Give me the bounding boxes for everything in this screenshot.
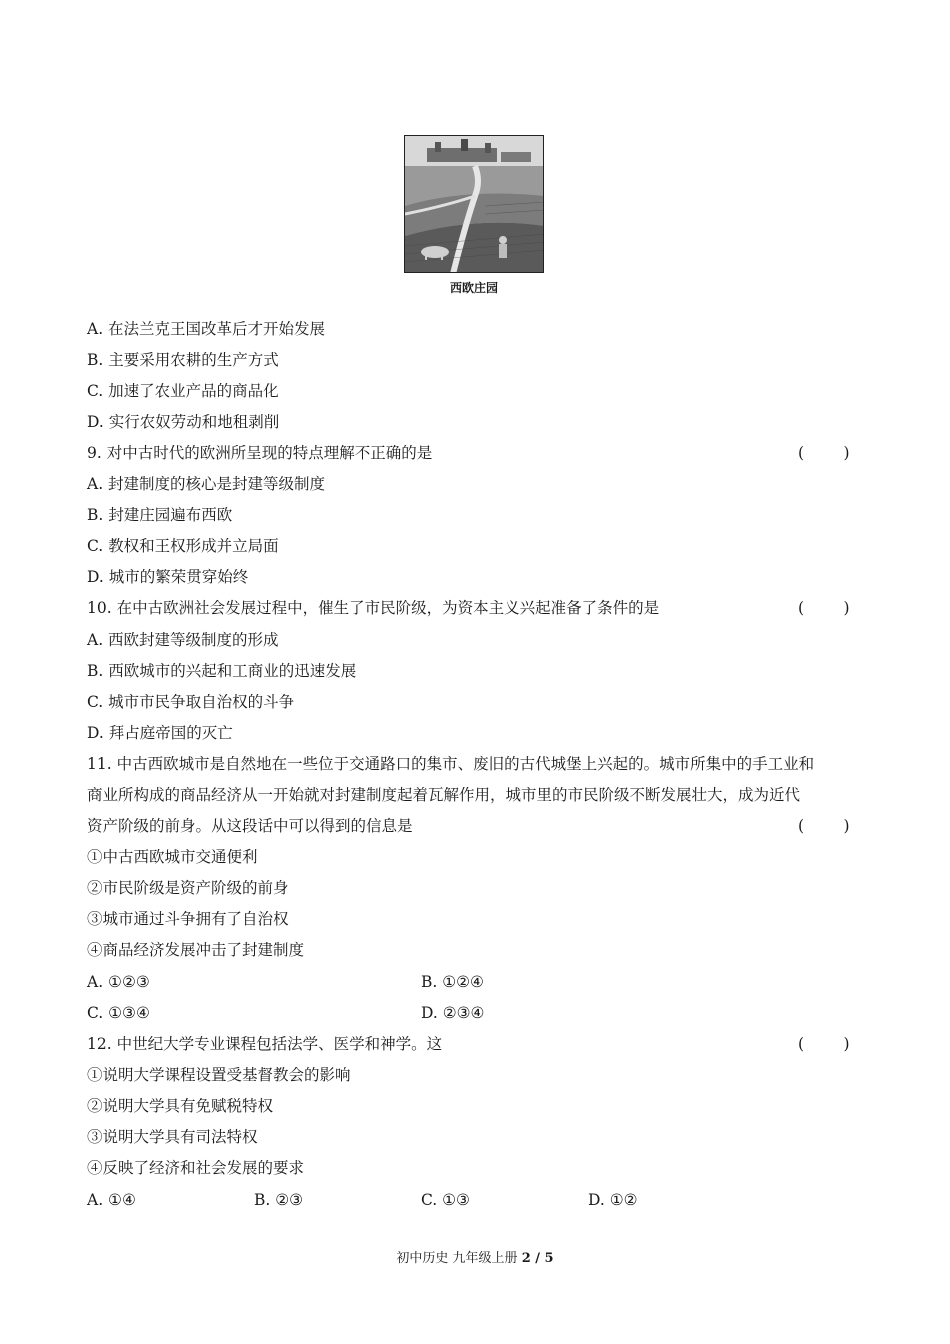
q9-option-c: C. 教权和王权形成并立局面 — [87, 537, 279, 555]
page-number: 2 / 5 — [521, 1251, 554, 1266]
q9-option-a: A. 封建制度的核心是封建等级制度 — [87, 475, 326, 493]
q9-stem: 9. 对中古时代的欧洲所呈现的特点理解不正确的是 — [87, 444, 433, 462]
q11-item-2: ②市民阶级是资产阶级的前身 — [87, 879, 289, 897]
q11-stem-line-1: 11. 中古西欧城市是自然地在一些位于交通路口的集市、废旧的古代城堡上兴起的。城市所集中的手工业和 — [87, 755, 815, 773]
q9-option-d: D. 城市的繁荣贯穿始终 — [87, 568, 249, 586]
page-footer — [0, 1247, 950, 1266]
q12-option-d: D. ①② — [588, 1191, 638, 1209]
q8-option-c: C. 加速了农业产品的商品化 — [87, 382, 279, 400]
q12-item-4: ④反映了经济和社会发展的要求 — [87, 1159, 305, 1177]
q11-stem-line-2: 商业所构成的商品经济从一开始就对封建制度起着瓦解作用，城市里的市民阶级不断发展壮大，成为近代 — [87, 786, 801, 804]
q12-answer-bracket: ( ) — [798, 1035, 850, 1053]
q10-stem: 10. 在中古欧洲社会发展过程中，催生了市民阶级，为资本主义兴起准备了条件的是 — [87, 599, 660, 617]
q9-answer-bracket: ( ) — [798, 444, 850, 462]
q10-answer-bracket: ( ) — [798, 599, 850, 617]
q9-option-b: B. 封建庄园遍布西欧 — [87, 506, 233, 524]
q11-item-1: ①中古西欧城市交通便利 — [87, 848, 258, 866]
q12-item-1: ①说明大学课程设置受基督教会的影响 — [87, 1066, 351, 1084]
q12-item-3: ③说明大学具有司法特权 — [87, 1128, 258, 1146]
q12-option-b: B. ②③ — [254, 1191, 304, 1209]
q11-option-c: C. ①③④ — [87, 1004, 150, 1022]
q11-option-b: B. ①②④ — [421, 973, 484, 991]
q12-item-2: ②说明大学具有免赋税特权 — [87, 1097, 274, 1115]
q8-option-d: D. 实行农奴劳动和地租剥削 — [87, 413, 280, 431]
q12-stem: 12. 中世纪大学专业课程包括法学、医学和神学。这 — [87, 1035, 443, 1053]
manor-drawing — [405, 136, 544, 273]
q12-option-a: A. ①④ — [87, 1191, 136, 1209]
q11-answer-bracket: ( ) — [798, 817, 850, 835]
figure-caption: 西欧庄园 — [449, 281, 498, 295]
q12-option-c: C. ①③ — [421, 1191, 470, 1209]
q8-option-a: A. 在法兰克王国改革后才开始发展 — [87, 320, 326, 338]
q10-option-b: B. 西欧城市的兴起和工商业的迅速发展 — [87, 662, 357, 680]
q11-option-a: A. ①②③ — [87, 973, 150, 991]
manor-illustration — [404, 135, 544, 273]
q11-item-4: ④商品经济发展冲击了封建制度 — [87, 941, 305, 959]
q11-item-3: ③城市通过斗争拥有了自治权 — [87, 910, 289, 928]
q11-option-d: D. ②③④ — [421, 1004, 485, 1022]
q8-option-b: B. 主要采用农耕的生产方式 — [87, 351, 279, 369]
q10-option-c: C. 城市市民争取自治权的斗争 — [87, 693, 295, 711]
footer-text: 初中历史 九年级上册 — [396, 1251, 522, 1266]
q10-option-d: D. 拜占庭帝国的灭亡 — [87, 724, 233, 742]
q11-stem-line-3: 资产阶级的前身。从这段话中可以得到的信息是 — [87, 817, 413, 835]
q10-option-a: A. 西欧封建等级制度的形成 — [87, 631, 279, 649]
